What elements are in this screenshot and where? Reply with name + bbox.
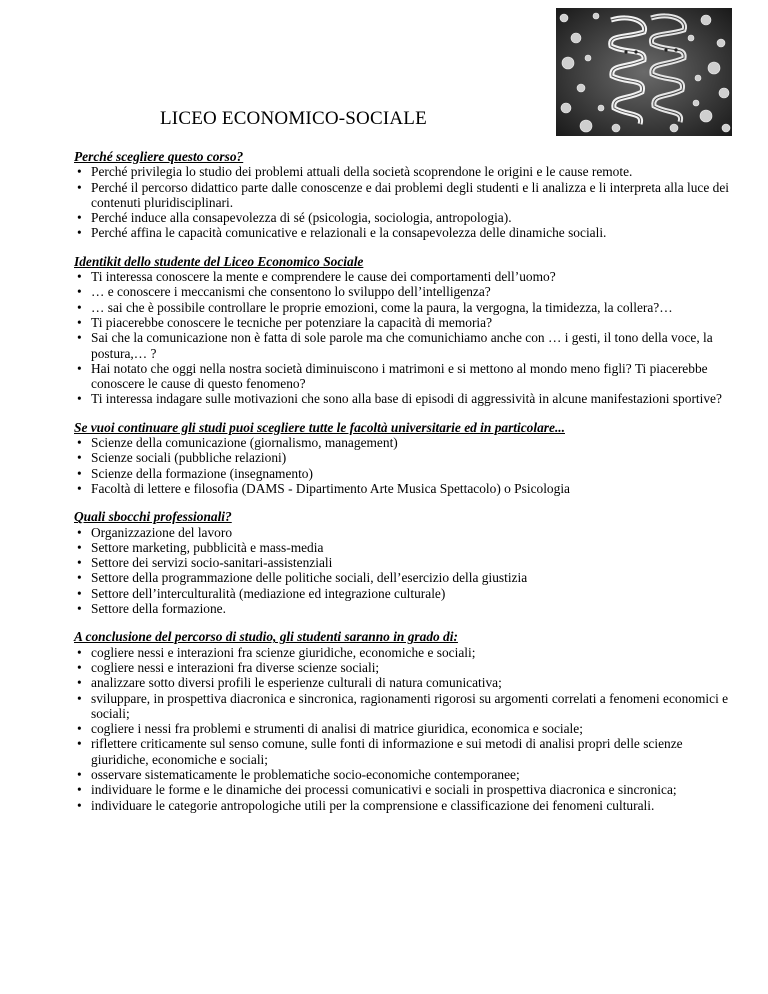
list-item: • individuare le forme e le dinamiche dei processi comunicativi e sociali in prospettiva diacronica e sincronica; [74, 782, 734, 797]
section-heading: Quali sbocchi professionali? [74, 509, 232, 525]
list-item: • Perché il percorso didattico parte dalle conoscenze e dai problemi degli studenti e li analizza e li interpreta alla luce dei contenuti pluridisciplinari. [74, 180, 734, 211]
list-item: • Settore della formazione. [74, 601, 734, 616]
section-student-profile [74, 254, 734, 407]
list-item: • … e conoscere i meccanismi che consentono lo sviluppo dell’intelligenza? [74, 284, 734, 299]
spiral-faces-icon [556, 8, 732, 136]
list-item: • Scienze della formazione (insegnamento) [74, 466, 734, 481]
section-heading: A conclusione del percorso di studio, gli studenti saranno in grado di: [74, 629, 458, 645]
list-item: • Scienze della comunicazione (giornalismo, management) [74, 435, 734, 450]
section-careers [74, 509, 734, 616]
section-heading: Se vuoi continuare gli studi puoi scegliere tutte le facoltà universitarie ed in particolare... [74, 419, 565, 435]
list-item: • Scienze sociali (pubbliche relazioni) [74, 450, 734, 465]
bullet-list [74, 164, 734, 240]
list-item: • cogliere nessi e interazioni fra diverse scienze sociali; [74, 660, 734, 675]
list-item: • Hai notato che oggi nella nostra società diminuiscono i matrimoni e si mettono al mondo meno figli? Ti piacerebbe conoscere le cause di questo fenomeno? [74, 361, 734, 392]
list-item: • … sai che è possibile controllare le proprie emozioni, come la paura, la vergogna, la timidezza, la collera?… [74, 300, 734, 315]
section-heading: Identikit dello studente del Liceo Economico Sociale [74, 253, 364, 269]
page-title: LICEO ECONOMICO-SOCIALE [160, 108, 427, 129]
list-item: • riflettere criticamente sul senso comune, sulle fonti di informazione e sui metodi di analisi propri delle scienze giuridiche, economiche e sociali; [74, 736, 734, 767]
list-item: • Ti interessa conoscere la mente e comprendere le cause dei comportamenti dell’uomo? [74, 269, 734, 284]
list-item: • Organizzazione del lavoro [74, 525, 734, 540]
list-item: • Perché privilegia lo studio dei problemi attuali della società scoprendone le origini e le cause remote. [74, 164, 734, 179]
list-item: • individuare le categorie antropologiche utili per la comprensione e classificazione dei fenomeni culturali. [74, 798, 734, 813]
bullet-list [74, 525, 734, 617]
bullet-list [74, 645, 734, 813]
list-item: • cogliere i nessi fra problemi e strumenti di analisi di matrice giuridica, economica e sociale; [74, 721, 734, 736]
section-heading: Perché scegliere questo corso? [74, 149, 244, 164]
list-item: • Ti interessa indagare sulle motivazioni che sono alla base di episodi di aggressività in alcune manifestazioni sportive? [74, 391, 734, 406]
document-body [74, 149, 734, 826]
list-item: • Sai che la comunicazione non è fatta di sole parole ma che comunichiamo anche con … i gesti, il tono della voce, la postura,… ? [74, 330, 734, 361]
section-outcomes [74, 629, 734, 813]
bullet-list [74, 435, 734, 496]
list-item: • osservare sistematicamente le problematiche socio-economiche contemporanee; [74, 767, 734, 782]
list-item: • Settore marketing, pubblicità e mass-media [74, 540, 734, 555]
list-item: • cogliere nessi e interazioni fra scienze giuridiche, economiche e sociali; [74, 645, 734, 660]
list-item: • sviluppare, in prospettiva diacronica e sincronica, ragionamenti rigorosi su argomenti correlati a fenomeni economici e sociali; [74, 691, 734, 722]
list-item: • Facoltà di lettere e filosofia (DAMS - Dipartimento Arte Musica Spettacolo) o Psicologia [74, 481, 734, 496]
list-item: • Perché induce alla consapevolezza di sé (psicologia, sociologia, antropologia). [74, 210, 734, 225]
section-why-choose [74, 149, 734, 241]
list-item: • analizzare sotto diversi profili le esperienze culturali di natura comunicativa; [74, 675, 734, 690]
list-item: • Settore dell’interculturalità (mediazione ed integrazione culturale) [74, 586, 734, 601]
bullet-list [74, 269, 734, 407]
list-item: • Settore dei servizi socio-sanitari-assistenziali [74, 555, 734, 570]
escher-spiral-illustration [556, 8, 732, 136]
list-item: • Ti piacerebbe conoscere le tecniche per potenziare la capacità di memoria? [74, 315, 734, 330]
section-university [74, 420, 734, 496]
list-item: • Perché affina le capacità comunicative e relazionali e la consapevolezza delle dinamiche sociali. [74, 225, 734, 240]
list-item: • Settore della programmazione delle politiche sociali, dell’esercizio della giustizia [74, 570, 734, 585]
